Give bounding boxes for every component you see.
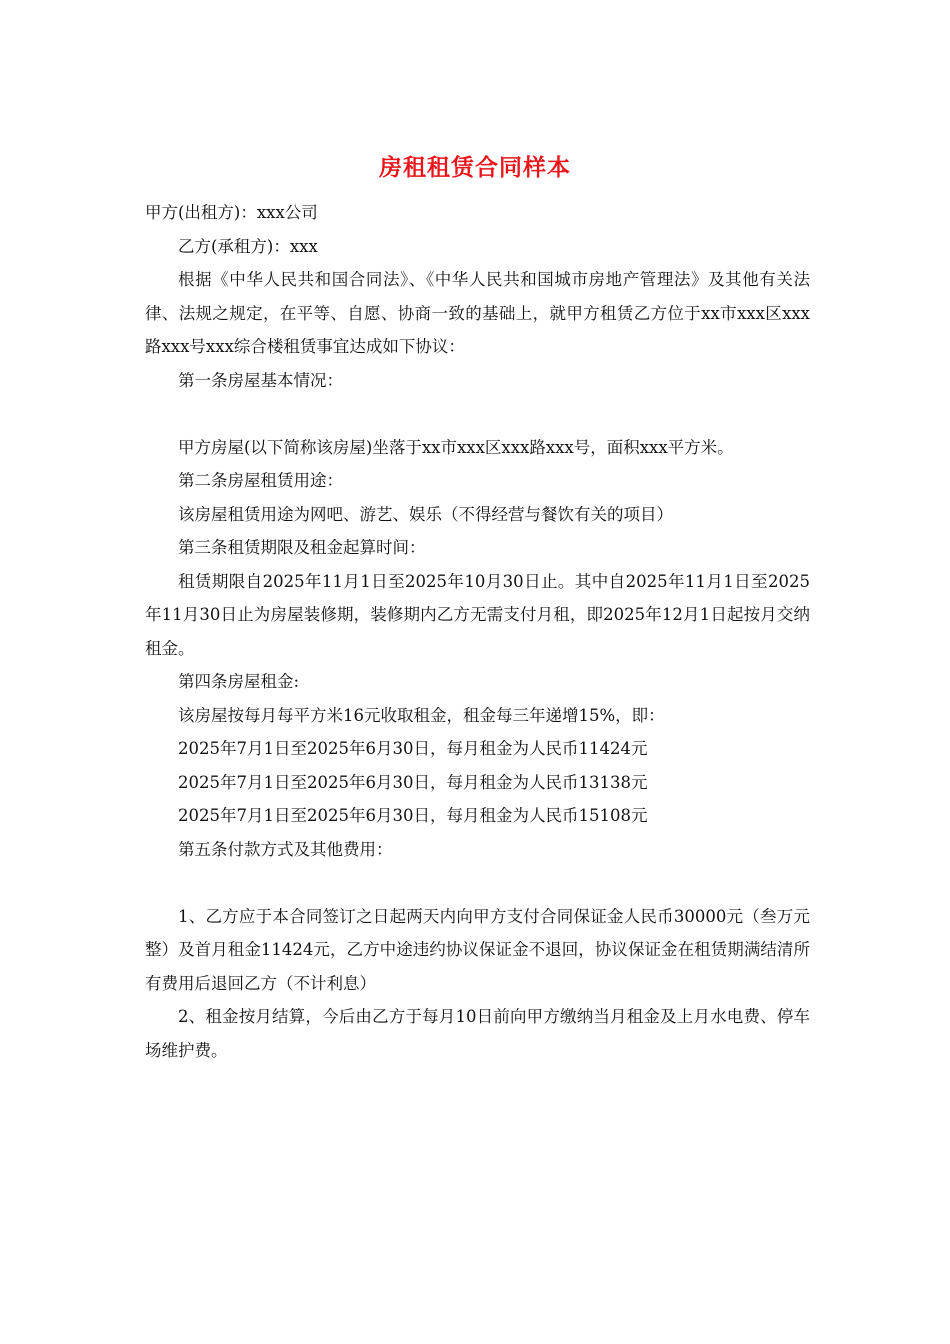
blank-line	[145, 866, 810, 900]
article-4-heading: 第四条房屋租金:	[178, 672, 300, 691]
rent-schedule-line-3: 2025年7月1日至2025年6月30日，每月租金为人民币15108元	[178, 806, 648, 825]
article-1-heading: 第一条房屋基本情况：	[178, 370, 343, 390]
article-2-content: 该房屋租赁用途为网吧、游艺、娱乐（不得经营与餐饮有关的项目）	[178, 504, 673, 524]
document-body	[145, 196, 810, 1067]
preamble-paragraph: 根据《中华人民共和国合同法》、《中华人民共和国城市房地产管理法》及其他有关法律、法规之规定，在平等、自愿、协商一致的基础上，就甲方租赁乙方位于xx市xxx区xxx路xxx号xxx综合楼租赁事宜达成如下协议：	[145, 270, 810, 356]
article-3-heading: 第三条租赁期限及租金起算时间：	[178, 538, 426, 557]
blank-line	[145, 397, 810, 431]
article-5-clause-1: 1、乙方应于本合同签订之日起两天内向甲方支付合同保证金人民币30000元（叁万元整）及首月租金11424元，乙方中途违约协议保证金不退回，协议保证金在租赁期满结清所有费用后退回乙方（不计利息）	[145, 906, 810, 993]
article-2-heading: 第二条房屋租赁用途：	[178, 471, 343, 490]
article-3-content: 租赁期限自2025年11月1日至2025年10月30日止。其中自2025年11月1日至2025年11月30日止为房屋装修期，装修期内乙方无需支付月租，即2025年12月1日起按月交纳租金。	[145, 571, 810, 658]
article-5-clause-2: 2、租金按月结算，今后由乙方于每月10日前向甲方缴纳当月租金及上月水电费、停车场维护费。	[145, 1007, 810, 1060]
document-title: 房租租赁合同样本	[379, 154, 571, 181]
article-5-heading: 第五条付款方式及其他费用：	[178, 839, 393, 859]
party-a-line: 甲方(出租方)：xxx公司	[145, 203, 318, 222]
article-4-content: 该房屋按每月每平方米16元收取租金，租金每三年递增15%，即：	[178, 705, 665, 725]
rent-schedule-line-1: 2025年7月1日至2025年6月30日，每月租金为人民币11424元	[178, 739, 648, 758]
rent-schedule-line-2: 2025年7月1日至2025年6月30日，每月租金为人民币13138元	[178, 772, 648, 792]
party-b-line: 乙方(承租方)：xxx	[178, 236, 318, 256]
article-1-content: 甲方房屋(以下简称该房屋)坐落于xx市xxx区xxx路xxx号，面积xxx平方米。	[178, 437, 734, 457]
